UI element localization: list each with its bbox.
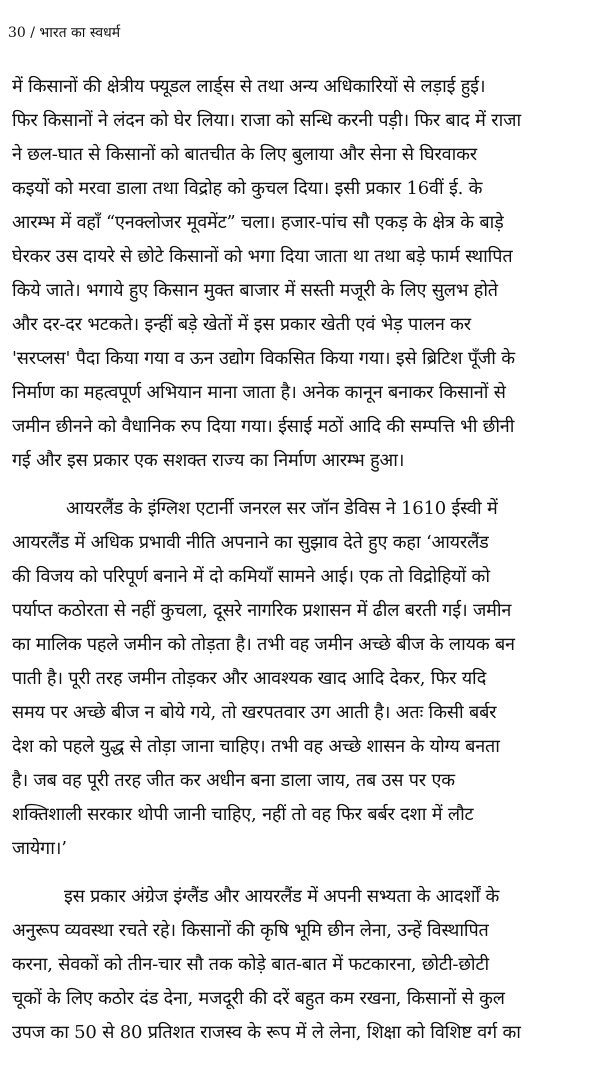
paragraph-2 (12, 492, 592, 866)
text-line: और दर-दर भटकते। इन्हीं बड़े खेतों में इस प्रकार खेती एवं भेड़ पालन कर (12, 314, 471, 335)
text-line: शक्तिशाली सरकार थोपी जानी चाहिए, नहीं तो वह फिर बर्बर दशा में लौट (12, 804, 474, 825)
text-line: की विजय को परिपूर्ण बनाने में दो कमियाँ सामने आई। एक तो विद्रोहियों को (12, 566, 490, 587)
running-head: 30 / भारत का स्वधर्म (8, 25, 121, 41)
text-line: का मालिक पहले जमीन को तोड़ता है। तभी वह जमीन अच्छे बीज के लायक बन (12, 634, 515, 655)
text-line: जायेगा।’ (12, 838, 67, 859)
text-line: पर्याप्त कठोरता से नहीं कुचला, दूसरे नागरिक प्रशासन में ढील बरती गई। जमीन (12, 600, 512, 621)
paragraph-gap (12, 866, 592, 880)
text-line: अनुरूप व्यवस्था रचते रहे। किसानों की कृषि भूमि छीन लेना, उन्हें विस्थापित (12, 920, 489, 941)
text-line: देश को पहले युद्ध से तोड़ा जाना चाहिए। तभी वह अच्छे शासन के योग्य बनता (12, 736, 500, 757)
text-line: आयरलैंड के इंग्लिश एटार्नी जनरल सर जॉन डेविस ने 1610 ईस्वी में (66, 498, 498, 519)
text-line: समय पर अच्छे बीज न बोये गये, तो खरपतवार उग आती है। अतः किसी बर्बर (12, 702, 497, 723)
text-line: आयरलैंड में अधिक प्रभावी नीति अपनाने का सुझाव देते हुए कहा ‘आयरलैंड (12, 532, 489, 553)
text-line: गई और इस प्रकार एक सशक्त राज्य का निर्माण आरम्भ हुआ। (12, 450, 405, 471)
text-line: 'सरप्लस' पैदा किया गया व ऊन उद्योग विकसित किया गया। इसे ब्रिटिश पूँजी के (12, 348, 515, 369)
text-line: आरम्भ में वहाँ “एनक्लोजर मूवमेंट” चला। हजार-पांच सौ एकड़ के क्षेत्र के बाड़े (12, 212, 504, 233)
paragraph-1 (12, 70, 592, 478)
text-line: ने छल-घात से किसानों को बातचीत के लिए बुलाया और सेना से घिरवाकर (12, 144, 477, 165)
text-line: कइयों को मरवा डाला तथा विद्रोह को कुचल दिया। इसी प्रकार 16वीं ई. के (12, 178, 483, 199)
text-line: पाती है। पूरी तरह जमीन तोड़कर और आवश्यक खाद आदि देकर, फिर यदि (12, 668, 487, 689)
text-line: करना, सेवकों को तीन-चार सौ तक कोड़े बात-बात में फटकारना, छोटी-छोटी (12, 954, 489, 975)
text-line: चूकों के लिए कठोर दंड देना, मजदूरी की दरें बहुत कम रखना, किसानों से कुल (12, 988, 505, 1009)
paragraph-gap (12, 478, 592, 492)
text-line: में किसानों की क्षेत्रीय फ्यूडल लार्ड्स से तथा अन्य अधिकारियों से लड़ाई हुई। (12, 76, 486, 97)
text-line: है। जब वह पूरी तरह जीत कर अधीन बना डाला जाय, तब उस पर एक (12, 770, 455, 791)
text-line: इस प्रकार अंग्रेज इंग्लैंड और आयरलैंड में अपनी सभ्यता के आदर्शों के (64, 886, 500, 907)
text-line: घेरकर उस दायरे से छोटे किसानों को भगा दिया जाता था तथा बड़े फार्म स्थापित (12, 246, 513, 267)
paragraph-3 (12, 880, 592, 1050)
text-line: किये जाते। भगाये हुए किसान मुक्त बाजार में सस्ती मजूरी के लिए सुलभ होते (12, 280, 498, 301)
body-text (12, 70, 592, 1050)
text-line: निर्माण का महत्वपूर्ण अभियान माना जाता है। अनेक कानून बनाकर किसानों से (12, 382, 506, 403)
text-line: उपज का 50 से 80 प्रतिशत राजस्व के रूप में ले लेना, शिक्षा को विशिष्ट वर्ग का (12, 1022, 521, 1043)
text-line: फिर किसानों ने लंदन को घेर लिया। राजा को सन्धि करनी पड़ी। फिर बाद में राजा (12, 110, 521, 131)
text-line: जमीन छीनने को वैधानिक रुप दिया गया। ईसाई मठों आदि की सम्पत्ति भी छीनी (12, 416, 515, 437)
